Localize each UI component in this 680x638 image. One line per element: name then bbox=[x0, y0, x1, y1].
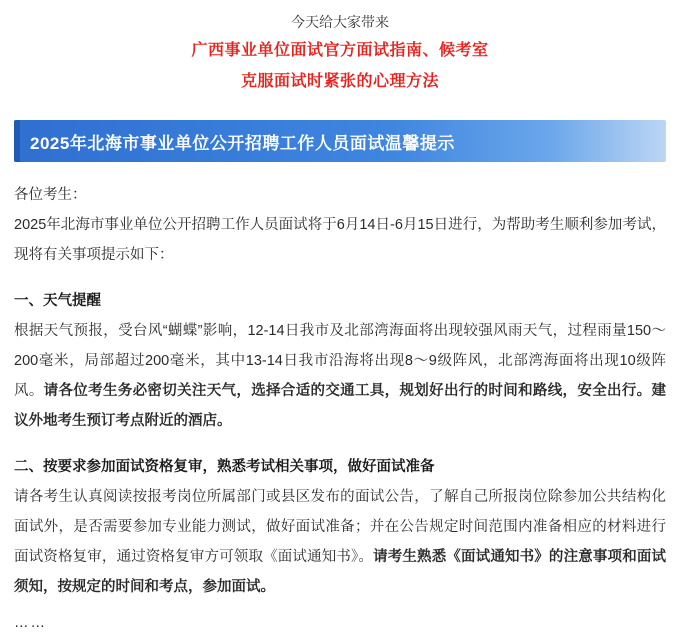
section-2-paragraph bbox=[14, 482, 666, 602]
section-1-title: 一、天气提醒 bbox=[14, 293, 101, 309]
title-banner bbox=[14, 120, 666, 162]
ellipsis-text: …… bbox=[14, 615, 47, 631]
intro-paragraph: 2025年北海市事业单位公开招聘工作人员面试将于6月14日-6月15日进行，为帮助考生顺利参加考试，现将有关事项提示如下： bbox=[14, 217, 666, 263]
headline-primary: 广西事业单位面试官方面试指南、候考室 bbox=[191, 42, 489, 59]
section-2-text-bold: 请考生熟悉《面试通知书》的注意事项和面试须知，按规定的时间和考点，参加面试。 bbox=[14, 549, 667, 595]
document-body bbox=[0, 162, 680, 638]
headline-secondary: 克服面试时紧张的心理方法 bbox=[240, 73, 439, 90]
lead-text: 今天给大家带来 bbox=[291, 14, 389, 30]
section-2-text-normal: 请各考生认真阅读按报考岗位所属部门或县区发布的面试公告，了解自己所报岗位除参加公共结构化面试外，是否需要参加专业能力测试，做好面试准备；并在公告规定时间范围内准备相应的材料进行面试资格复审，通过资格复审方可领取《面试通知书》。 bbox=[14, 489, 666, 565]
section-1-text-normal: 根据天气预报，受台风“蝴蝶”影响，12-14日我市及北部湾海面将出现较强风雨天气，过程雨量150～200毫米，局部超过200毫米，其中13-14日我市沿海将出现8～9级阵风，北部湾海面将出现10级阵风。 bbox=[14, 323, 666, 399]
salutation-text: 各位考生： bbox=[14, 187, 87, 203]
banner-title-text: 2025年北海市事业单位公开招聘工作人员面试温馨提示 bbox=[30, 133, 455, 153]
banner-container bbox=[0, 120, 680, 162]
section-2-title: 二、按要求参加面试资格复审，熟悉考试相关事项，做好面试准备 bbox=[14, 459, 435, 475]
section-1-text-bold: 请各位考生务必密切关注天气，选择合适的交通工具，规划好出行的时间和路线，安全出行。建议外地考生预订考点附近的酒店。 bbox=[14, 383, 667, 429]
section-1-paragraph bbox=[14, 316, 666, 436]
top-headline-block bbox=[0, 0, 680, 98]
